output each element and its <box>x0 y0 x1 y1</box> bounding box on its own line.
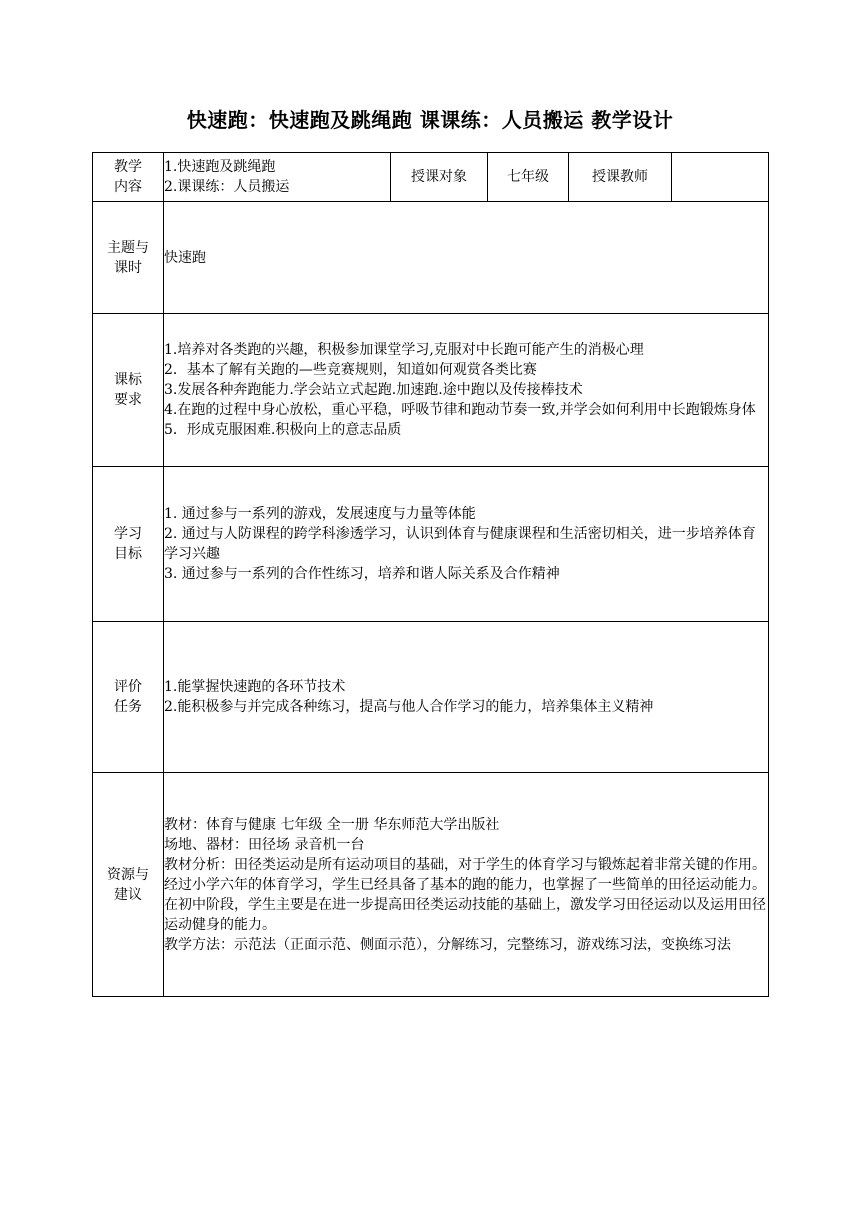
standards-item: 3.发展各种奔跑能力.学会站立式起跑.加速跑.途中跑以及传接棒技术 <box>164 382 583 398</box>
label-objectives: 学习 目标 <box>93 467 164 622</box>
teaching-content-line-1: 1.快速跑及跳绳跑 <box>164 159 276 175</box>
teacher-label: 授课教师 <box>569 153 672 202</box>
row-resources <box>93 773 769 997</box>
row-curriculum-standards <box>93 314 769 467</box>
evaluation-item: 2.能积极参与并完成各种练习，提高与他人合作学习的能力，培养集体主义精神 <box>164 699 654 715</box>
resources-item: 教材：体育与健康 七年级 全一册 华东师范大学出版社 <box>164 816 500 833</box>
evaluation-item: 1.能掌握快速跑的各环节技术 <box>164 679 346 695</box>
standards-cell <box>164 314 769 467</box>
resources-item: 场地、器材：田径场 录音机一台 <box>164 836 365 853</box>
objectives-item: 2. 通过与人防课程的跨学科渗透学习，认识到体育与健康课程和生活密切相关，进一步培养体育学习兴趣 <box>164 526 756 562</box>
document-title: 快速跑：快速跑及跳绳跑 课课练：人员搬运 教学设计 <box>186 108 674 132</box>
lesson-plan-table <box>92 152 769 997</box>
resources-cell <box>164 773 769 997</box>
label-standards: 课标 要求 <box>93 314 164 467</box>
objectives-item: 3. 通过参与一系列的合作性练习，培养和谐人际关系及合作精神 <box>164 566 560 582</box>
objectives-cell <box>164 467 769 622</box>
teaching-content-line-2: 2.课课练：人员搬运 <box>164 179 290 195</box>
row-topic <box>93 202 769 314</box>
standards-item: 5．形成克服困难.积极向上的意志品质 <box>164 422 402 438</box>
standards-item: 1.培养对各类跑的兴趣，积极参加课堂学习,克服对中长跑可能产生的消极心理 <box>164 342 644 358</box>
row-teaching-content <box>93 153 769 202</box>
objectives-item: 1. 通过参与一系列的游戏，发展速度与力量等体能 <box>164 506 476 522</box>
resources-item: 教材分析：田径类运动是所有运动项目的基础，对于学生的体育学习与锻炼起着非常关键的作用。经过小学六年的体育学习，学生已经具备了基本的跑的能力，也掌握了一些简单的田径运动能力。在初中阶段，学生主要是在进一步提高田径类运动技能的基础上，激发学习田径运动以及运用田径运动健身的能力。 <box>164 856 766 933</box>
row-learning-objectives <box>93 467 769 622</box>
resources-item: 教学方法：示范法（正面示范、侧面示范），分解练习，完整练习，游戏练习法，变换练习法 <box>164 936 731 953</box>
label-topic: 主题与 课时 <box>93 202 164 314</box>
evaluation-cell <box>164 622 769 773</box>
audience-label: 授课对象 <box>391 153 488 202</box>
label-resources: 资源与 建议 <box>93 773 164 997</box>
teaching-content-cell <box>164 153 391 202</box>
label-teaching-content: 教学 内容 <box>93 153 164 202</box>
standards-item: 2．基本了解有关跑的—些竞赛规则，知道如何观赏各类比赛 <box>164 362 537 378</box>
label-evaluation: 评价 任务 <box>93 622 164 773</box>
standards-item: 4.在跑的过程中身心放松，重心平稳，呼吸节律和跑动节奏一致,并学会如何利用中长跑锻炼身体 <box>164 402 756 418</box>
teacher-value <box>672 153 769 202</box>
audience-value: 七年级 <box>488 153 569 202</box>
row-evaluation-tasks <box>93 622 769 773</box>
topic-text: 快速跑 <box>164 202 769 314</box>
